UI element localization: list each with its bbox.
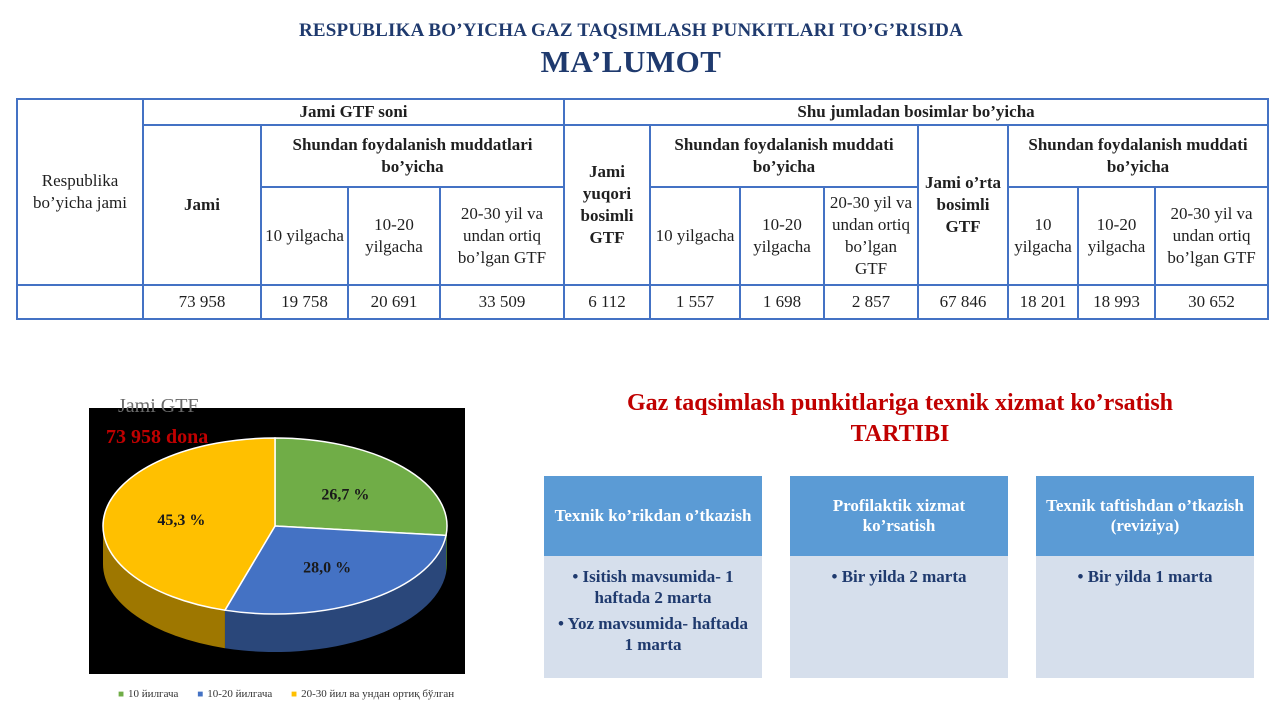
value-cell: 19 758 [261, 285, 348, 319]
value-cell: 1 698 [740, 285, 824, 319]
value-cell: 33 509 [440, 285, 564, 319]
card-body [790, 556, 1008, 601]
value-cell: 73 958 [143, 285, 261, 319]
value-cell: 67 846 [918, 285, 1008, 319]
value-cell: 2 857 [824, 285, 918, 319]
pie-title: Jami GTF [118, 395, 199, 417]
value-cell: 18 993 [1078, 285, 1155, 319]
legend-item [291, 688, 454, 700]
service-title-line1: Gaz taqsimlash punkitlariga texnik xizmat ko’rsatish [626, 390, 1174, 416]
legend-label: 10 йилгача [128, 688, 179, 700]
bullet-item: • Yoz mavsumida- haftada 1 marta [558, 613, 748, 654]
legend-item [197, 688, 272, 700]
usage-terms-header: Shundan foydalanish muddatlari bo’yicha [261, 125, 564, 187]
card-body [1036, 556, 1254, 601]
service-title [540, 388, 1260, 450]
col-10-header: 10 yilgacha [650, 187, 740, 285]
legend-blue-icon: ■ [197, 689, 204, 700]
page-title: RESPUBLIKA BO’YICHA GAZ TAQSIMLASH PUNKITLARI TO’G’RISIDA [298, 20, 964, 41]
col-10-20-header: 10-20 yilgacha [740, 187, 824, 285]
col-10-header: 10 yilgacha [1008, 187, 1078, 285]
empty-cell [17, 285, 143, 319]
value-cell: 18 201 [1008, 285, 1078, 319]
group-total-header: Jami GTF soni [143, 99, 564, 125]
card-heading: Profilaktik xizmat ko’rsatish [790, 476, 1008, 556]
legend-yellow-icon: ■ [291, 689, 298, 700]
mid-usage-header: Shundan foydalanish muddati bo’yicha [1008, 125, 1268, 187]
pie-total-count: 73 958 dona [106, 426, 209, 448]
high-pressure-header: Jami yuqori bosimli GTF [564, 125, 650, 285]
legend-label: 20-30 йил ва ундан ортиқ бўлган [301, 688, 455, 700]
col-10-20-header: 10-20 yilgacha [1078, 187, 1155, 285]
service-title-line2: TARTIBI [850, 421, 950, 448]
legend-label: 10-20 йилгача [207, 688, 273, 700]
card-body [544, 556, 762, 669]
page-subtitle: MA’LUMOT [540, 44, 722, 79]
pie-data-label: 45,3 % [157, 511, 206, 529]
value-cell: 1 557 [650, 285, 740, 319]
value-cell: 6 112 [564, 285, 650, 319]
col-10-header: 10 yilgacha [261, 187, 348, 285]
pie-legend [118, 688, 470, 700]
card-heading: Texnik ko’rikdan o’tkazish [544, 476, 762, 556]
col-20-30-header: 20-30 yil va undan ortiq bo’lgan GTF [440, 187, 564, 285]
col-20-30-header: 20-30 yil va undan ortiq bo’lgan GTF [824, 187, 918, 285]
row-label: Respublika bo’yicha jami [17, 99, 143, 285]
gtf-table [16, 98, 1269, 320]
legend-item [118, 688, 178, 700]
pie-data-label: 28,0 % [303, 559, 352, 577]
col-10-20-header: 10-20 yilgacha [348, 187, 440, 285]
mid-pressure-header: Jami o’rta bosimli GTF [918, 125, 1008, 285]
card-heading: Texnik taftishdan o’tkazish (reviziya) [1036, 476, 1254, 556]
legend-green-icon: ■ [118, 689, 125, 700]
value-cell: 30 652 [1155, 285, 1268, 319]
high-usage-header: Shundan foydalanish muddati bo’yicha [650, 125, 918, 187]
service-card-revision [1036, 476, 1254, 678]
value-cell: 20 691 [348, 285, 440, 319]
bullet-item: • Bir yilda 1 marta [1077, 567, 1213, 586]
service-card-preventive [790, 476, 1008, 678]
bullet-item: • Bir yilda 2 marta [831, 567, 967, 586]
col-20-30-header: 20-30 yil va undan ortiq bo’lgan GTF [1155, 187, 1268, 285]
bullet-item: • Isitish mavsumida- 1 haftada 2 marta [572, 567, 734, 608]
group-pressure-header: Shu jumladan bosimlar bo’yicha [564, 99, 1268, 125]
jami-header: Jami [143, 125, 261, 285]
pie-data-label: 26,7 % [321, 486, 370, 504]
service-card-inspection [544, 476, 762, 678]
